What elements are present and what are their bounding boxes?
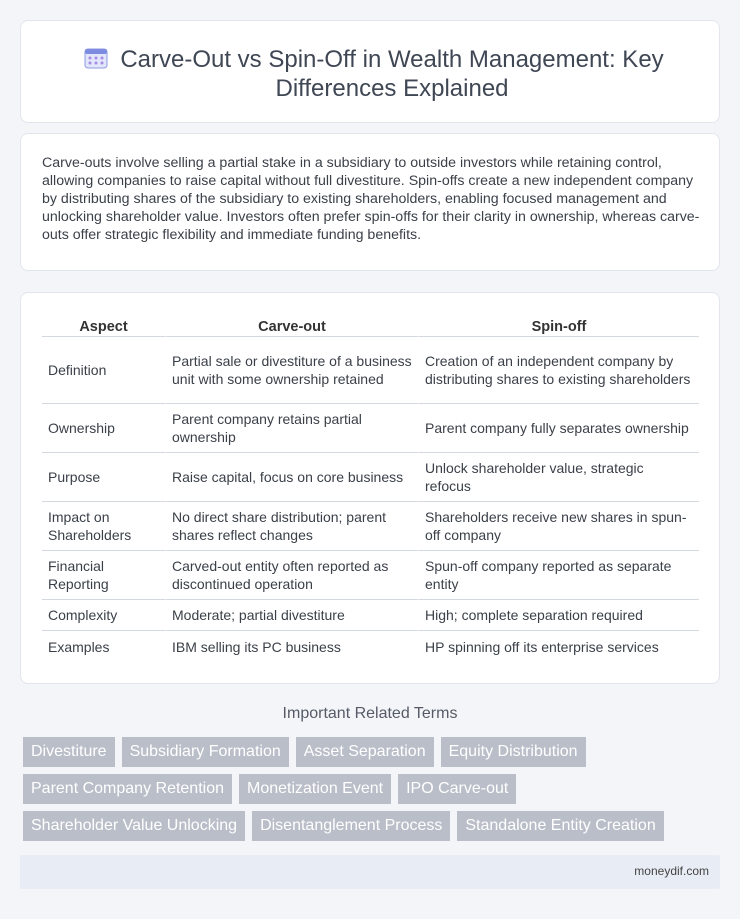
spin-off-cell: Parent company fully separates ownership — [418, 404, 699, 453]
page-title: Carve-Out vs Spin-Off in Wealth Management: Key Differences Explained — [120, 46, 664, 102]
tag-standalone-entity-creation[interactable]: Standalone Entity Creation — [457, 811, 663, 841]
tag-monetization-event[interactable]: Monetization Event — [239, 774, 391, 804]
tag-ipo-carve-out[interactable]: IPO Carve-out — [398, 774, 516, 804]
spin-off-cell: High; complete separation required — [418, 600, 699, 631]
carve-out-cell: Moderate; partial divestiture — [165, 600, 418, 631]
tag-subsidiary-formation[interactable]: Subsidiary Formation — [122, 737, 289, 767]
table-row — [42, 551, 699, 600]
footer-site-link[interactable]: moneydif.com — [634, 864, 709, 878]
aspect-cell: Purpose — [42, 453, 165, 502]
comparison-table — [42, 315, 699, 662]
footer — [20, 855, 720, 889]
title-card — [20, 20, 720, 123]
aspect-cell: Definition — [42, 337, 165, 404]
carve-out-cell: Parent company retains partial ownership — [165, 404, 418, 453]
related-terms-heading: Important Related Terms — [282, 705, 458, 722]
comparison-card — [20, 292, 720, 684]
header-aspect: Aspect — [42, 315, 165, 337]
tag-disentanglement-process[interactable]: Disentanglement Process — [252, 811, 450, 841]
spin-off-cell: Shareholders receive new shares in spun-off company — [418, 502, 699, 551]
intro-paragraph: Carve-outs involve selling a partial stake in a subsidiary to outside investors while retaining control, allowing companies to raise capital without full divestiture. Spin-offs create a new independent company by distributing shares of the subsidiary to existing shareholders, enabling focused management and unlocking shareholder value. Investors often prefer spin-offs for their clarity in ownership, whereas carve-outs offer strategic flexibility and immediate funding benefits. — [42, 155, 700, 243]
aspect-cell: Impact on Shareholders — [42, 502, 165, 551]
table-row — [42, 600, 699, 631]
tag-row — [23, 737, 703, 767]
aspect-cell: Complexity — [42, 600, 165, 631]
table-row — [42, 631, 699, 662]
tag-equity-distribution[interactable]: Equity Distribution — [441, 737, 586, 767]
table-header-row — [42, 315, 699, 337]
header-spin-off: Spin-off — [418, 315, 699, 337]
tag-divestiture[interactable]: Divestiture — [23, 737, 115, 767]
tag-shareholder-value-unlocking[interactable]: Shareholder Value Unlocking — [23, 811, 245, 841]
header-carve-out: Carve-out — [165, 315, 418, 337]
carve-out-cell: Carved-out entity often reported as discontinued operation — [165, 551, 418, 600]
spin-off-cell: HP spinning off its enterprise services — [418, 631, 699, 662]
table-row — [42, 337, 699, 404]
tag-row — [23, 774, 703, 804]
spin-off-cell: Unlock shareholder value, strategic refocus — [418, 453, 699, 502]
aspect-cell: Financial Reporting — [42, 551, 165, 600]
tag-asset-separation[interactable]: Asset Separation — [296, 737, 434, 767]
table-row — [42, 404, 699, 453]
table-row — [42, 453, 699, 502]
tag-parent-company-retention[interactable]: Parent Company Retention — [23, 774, 232, 804]
spin-off-cell: Creation of an independent company by distributing shares to existing shareholders — [418, 337, 699, 404]
related-terms-list — [23, 737, 703, 848]
table-row — [42, 502, 699, 551]
carve-out-cell: Partial sale or divestiture of a business unit with some ownership retained — [165, 337, 418, 404]
aspect-cell: Examples — [48, 638, 110, 655]
aspect-cell: Ownership — [42, 404, 165, 453]
tag-row — [23, 811, 703, 841]
carve-out-cell: Raise capital, focus on core business — [165, 453, 418, 502]
carve-out-cell: No direct share distribution; parent shares reflect changes — [165, 502, 418, 551]
carve-out-cell: IBM selling its PC business — [165, 631, 418, 662]
spin-off-cell: Spun-off company reported as separate entity — [418, 551, 699, 600]
intro-card — [20, 133, 720, 271]
